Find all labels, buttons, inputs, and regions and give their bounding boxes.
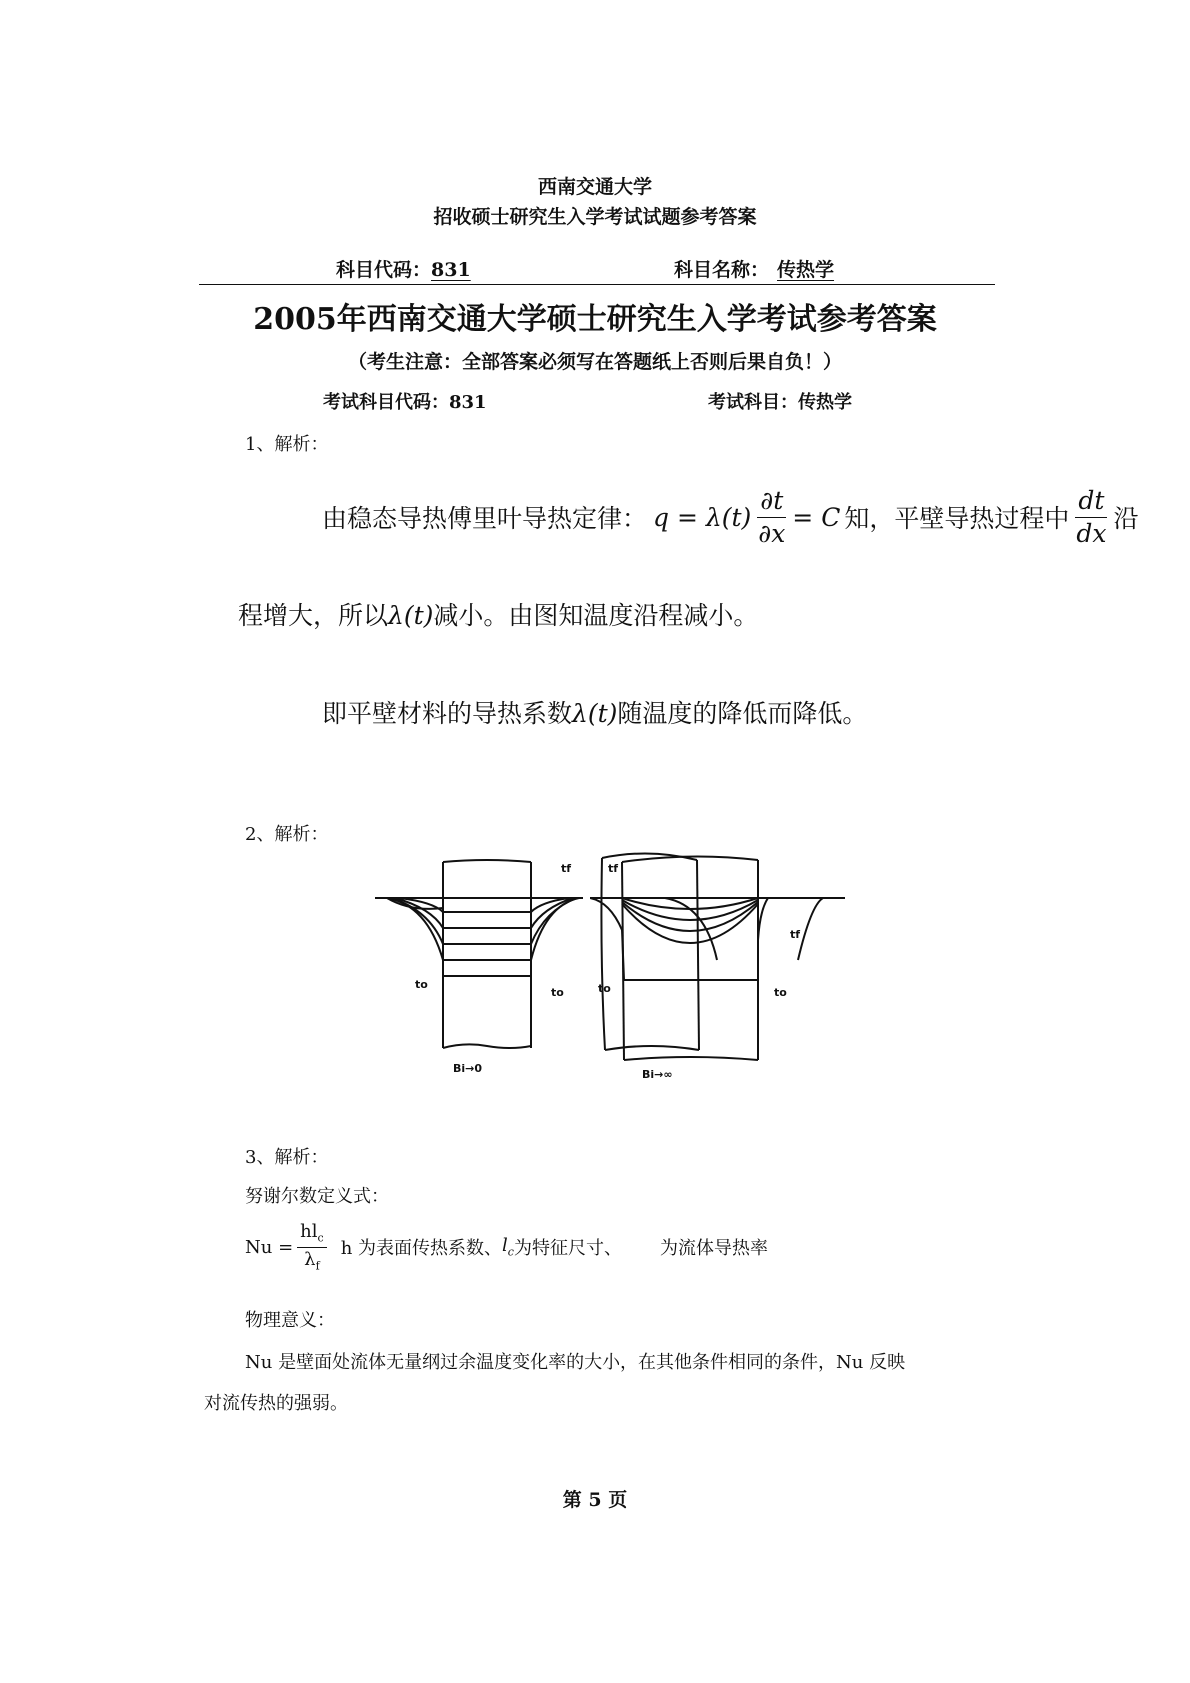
right-label-tf-left: tf bbox=[608, 862, 619, 875]
q1-line3-suffix: 随温度的降低而降低。 bbox=[617, 699, 868, 728]
exam-subject: 考试科目：传热学 bbox=[708, 392, 852, 413]
q1-dtdx-numerator: dt bbox=[1075, 487, 1107, 518]
right-left-slope bbox=[590, 898, 624, 980]
left-label-to-right: to bbox=[551, 986, 564, 999]
q1-line2-prefix: 程增大，所以 bbox=[238, 601, 389, 630]
exam-notice: （考生注意：全部答案必须写在答题纸上否则后果自负！） bbox=[347, 351, 842, 373]
nu-lhs: Nu = bbox=[245, 1236, 294, 1258]
header-divider bbox=[199, 284, 995, 285]
left-caption: Bi→0 bbox=[453, 1062, 483, 1075]
right-block-top bbox=[622, 856, 758, 862]
q1-line2 bbox=[238, 596, 758, 632]
right-caption: Bi→∞ bbox=[642, 1068, 673, 1080]
right-label-tf-right: tf bbox=[790, 928, 801, 941]
q3-meaning-line1: Nu 是壁面处流体无量纲过余温度变化率的大小，在其他条件相同的条件，Nu 反映 bbox=[245, 1352, 906, 1373]
q1-equation-fraction bbox=[755, 487, 788, 547]
subject-code bbox=[336, 255, 471, 282]
left-diagram-labels bbox=[365, 850, 595, 1080]
q1-line2-suffix: 减小。由图知温度沿程减小。 bbox=[433, 601, 759, 630]
q1-line1-prefix: 由稳态导热傅里叶导热定律： bbox=[322, 504, 648, 533]
right-block-left-edge bbox=[622, 862, 624, 1060]
lc-sub: c bbox=[507, 1245, 514, 1259]
lambda-description: 为流体导热率 bbox=[659, 1238, 768, 1260]
q3-nusselt-definition bbox=[245, 1222, 768, 1272]
right-label-to-right: to bbox=[774, 986, 787, 999]
q1-line3 bbox=[322, 694, 867, 730]
subject-code-value: 831 bbox=[431, 259, 471, 281]
nu-fraction bbox=[297, 1222, 327, 1272]
university-name: 西南交通大学 bbox=[537, 176, 652, 198]
q1-line1-suffix: 沿 bbox=[1113, 504, 1139, 533]
h-description: h 为表面传热系数、 bbox=[340, 1238, 503, 1260]
q1-equation-rhs: = C bbox=[792, 502, 841, 532]
q1-lambda-2: λ(t) bbox=[572, 699, 618, 728]
q1-line1-mid: 知，平壁导热过程中 bbox=[844, 504, 1070, 533]
q1-line3-prefix: 即平壁材料的导热系数 bbox=[322, 699, 573, 728]
q1-equation-denominator: ∂x bbox=[758, 518, 786, 548]
subject-code-label: 科目代码： bbox=[336, 259, 432, 281]
lc-main: l bbox=[502, 1235, 508, 1257]
lc-symbol bbox=[502, 1235, 514, 1259]
q3-meaning-label: 物理意义： bbox=[245, 1310, 335, 1331]
left-label-tf: tf bbox=[561, 862, 572, 875]
document-subtitle: 招收硕士研究生入学考试试题参考答案 bbox=[433, 206, 757, 228]
right-label-to-left: to bbox=[598, 982, 611, 995]
q3-definition-label: 努谢尔数定义式： bbox=[245, 1186, 389, 1207]
q3-heading: 3、解析： bbox=[245, 1147, 329, 1168]
nu-denominator bbox=[301, 1248, 323, 1273]
q1-equation-numerator: ∂t bbox=[757, 487, 786, 518]
right-profile-1 bbox=[622, 898, 758, 909]
nu-numerator-main: hl bbox=[300, 1221, 318, 1242]
subject-name-value: 传热学 bbox=[777, 259, 835, 281]
exam-code: 考试科目代码：831 bbox=[323, 392, 487, 413]
right-profile-3 bbox=[622, 902, 758, 931]
q2-heading: 2、解析： bbox=[245, 824, 329, 845]
right-block-bottom bbox=[624, 1057, 758, 1060]
lc-description: 为特征尺寸、 bbox=[513, 1238, 622, 1260]
nu-numerator bbox=[297, 1222, 327, 1248]
subject-name-label: 科目名称： bbox=[674, 259, 770, 281]
page-title: 2005年西南交通大学硕士研究生入学考试参考答案 bbox=[253, 302, 937, 337]
q1-equation-lhs: q = λ(t) bbox=[653, 502, 752, 532]
q1-dtdx-fraction bbox=[1073, 487, 1109, 547]
subject-name bbox=[674, 255, 848, 282]
nu-numerator-sub: c bbox=[317, 1231, 324, 1245]
right-diagram bbox=[590, 850, 830, 1080]
q3-meaning-line2: 对流传热的强弱。 bbox=[204, 1393, 348, 1414]
page-number: 第 5 页 bbox=[562, 1489, 628, 1511]
right-right-slope bbox=[758, 898, 768, 980]
q1-lambda: λ(t) bbox=[388, 601, 434, 630]
q1-line1 bbox=[322, 487, 1138, 547]
nu-denominator-sub: f bbox=[315, 1259, 320, 1273]
nu-denominator-main: λ bbox=[304, 1248, 316, 1270]
q1-dtdx-denominator: dx bbox=[1076, 518, 1107, 548]
q1-heading: 1、解析： bbox=[245, 434, 329, 455]
left-label-to-left: to bbox=[415, 978, 428, 991]
